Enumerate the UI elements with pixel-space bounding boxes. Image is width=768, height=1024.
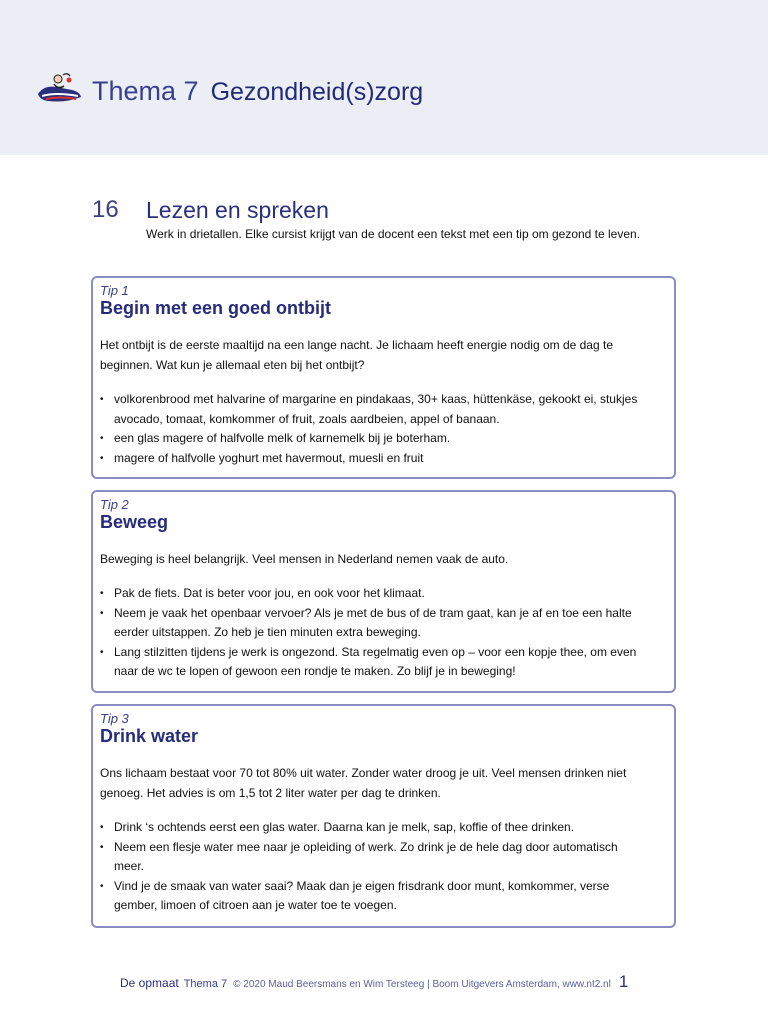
intro-line: beginnen. Wat kun je allemaal eten bij het ontbijt?	[100, 357, 365, 372]
page-footer	[120, 972, 628, 992]
tip-box-1	[91, 276, 676, 479]
tip-box-3	[91, 704, 676, 928]
list-item-line: • volkorenbrood met halvarine of margarine en pindakaas, 30+ kaas, hüttenkäse, gekookt ei, stukjes	[114, 392, 638, 406]
tip-label: Tip 1	[100, 283, 129, 298]
tip-box-2	[91, 490, 676, 693]
list-item-line: • Neem een flesje water mee naar je opleiding of werk. Zo drink je de hele dag door automatisch	[114, 839, 618, 854]
theme-label: Thema 7	[92, 76, 199, 106]
list-item-line: naar de wc te lopen of gewoon een rondje te maken. Zo blijf je in beweging!	[114, 664, 516, 678]
list-item	[100, 818, 666, 838]
footer-theme: Thema 7	[183, 978, 228, 990]
tip-label: Tip 3	[100, 711, 129, 726]
list-item-line: avocado, tomaat, komkommer of fruit, zoals aardbeien, appel of banaan.	[114, 411, 500, 426]
list-item-line: gember, limoen of citroen aan je water toe te voegen.	[114, 898, 397, 912]
list-item-line: meer.	[114, 859, 145, 873]
tip-title: Begin met een goed ontbijt	[100, 298, 332, 318]
list-item	[100, 449, 666, 469]
tip-bullet-list	[100, 584, 666, 682]
list-item-line: • Pak de fiets. Dat is beter voor jou, en ook voor het klimaat.	[114, 586, 425, 600]
footer-brand: De opmaat	[120, 976, 179, 990]
tip-bullet-list	[100, 818, 666, 916]
tip-intro	[100, 550, 660, 570]
exercise-number: 16	[92, 196, 119, 223]
footer-copyright: © 2020 Maud Beersmans en Wim Tersteeg | Boom Uitgevers Amsterdam, www.nt2.nl	[233, 979, 611, 990]
theme-title: Gezondheid(s)zorg	[210, 78, 424, 106]
list-item	[100, 390, 666, 429]
intro-line: Beweging is heel belangrijk. Veel mensen in Nederland nemen vaak de auto.	[100, 552, 509, 566]
exercise-instruction: Werk in drietallen. Elke cursist krijgt van de docent een tekst met een tip om gezond te leven.	[146, 227, 641, 241]
list-item	[100, 584, 666, 604]
list-item	[100, 604, 666, 643]
tip-title: Beweeg	[100, 512, 169, 532]
list-item-line: eerder uitstappen. Zo heb je tien minuten extra beweging.	[114, 625, 421, 639]
list-item-line: • Drink ‘s ochtends eerst een glas water. Daarna kan je melk, sap, koffie of thee drinken.	[114, 820, 575, 834]
list-item-line: • Neem je vaak het openbaar vervoer? Als je met de bus of de tram gaat, kan je af en toe een halte	[114, 605, 632, 620]
intro-line: Ons lichaam bestaat voor 70 tot 80% uit water. Zonder water droog je uit. Veel mensen drinken niet	[100, 766, 627, 780]
list-item	[100, 877, 666, 916]
page-number: 1	[618, 972, 629, 991]
list-item-line: • een glas magere of halfvolle melk of karnemelk bij je boterham.	[114, 431, 451, 445]
list-item-line: • Lang stilzitten tijdens je werk is ongezond. Sta regelmatig even op – voor een kopje thee, om even	[114, 644, 637, 659]
tip-label: Tip 2	[100, 497, 129, 512]
swimmer-logo-icon	[36, 70, 82, 106]
tip-bullet-list	[100, 390, 666, 468]
list-item	[100, 838, 666, 877]
list-item	[100, 429, 666, 449]
list-item-line: • magere of halfvolle yoghurt met havermout, muesli en fruit	[114, 450, 424, 465]
list-item	[100, 643, 666, 682]
exercise-title: Lezen en spreken	[146, 197, 329, 223]
tip-title: Drink water	[100, 726, 199, 746]
list-item-line: • Vind je de smaak van water saai? Maak dan je eigen frisdrank door munt, komkommer, verse	[114, 878, 610, 893]
tip-intro	[100, 764, 660, 803]
intro-line: genoeg. Het advies is om 1,5 tot 2 liter water per dag te drinken.	[100, 785, 441, 800]
tip-intro	[100, 336, 660, 375]
intro-line: Het ontbijt is de eerste maaltijd na een lange nacht. Je lichaam heeft energie nodig om de dag te	[100, 338, 613, 352]
theme-heading	[92, 76, 423, 112]
